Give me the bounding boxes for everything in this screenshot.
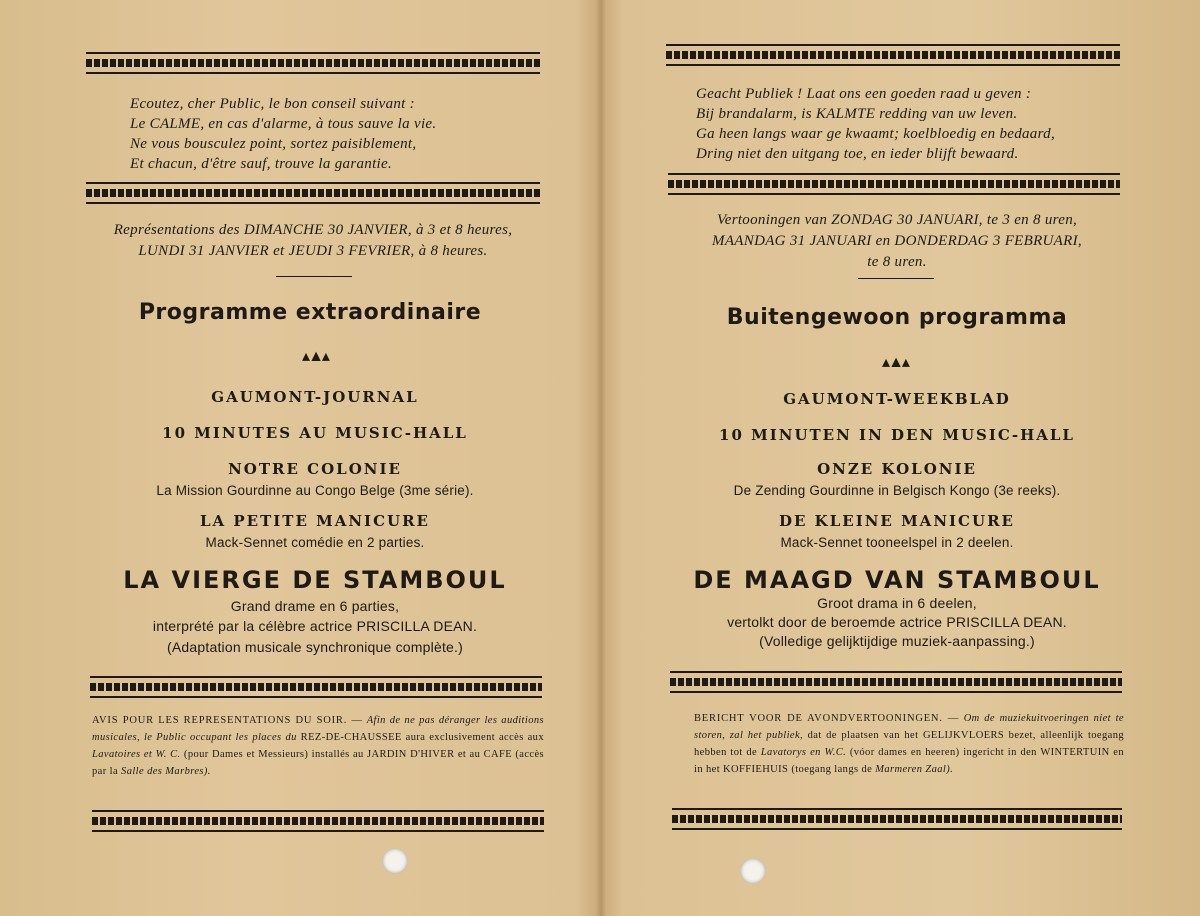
item-title: 10 MINUTES AU MUSIC-HALL [162,424,468,442]
triangle-ornament-icon: ▴▲▴ [882,354,908,371]
bottom-border-band [672,808,1122,830]
feature-film-title: LA VIERGE DE STAMBOUL [123,566,507,594]
item-subtitle: Mack-Sennet tooneelspel in 2 deelen. [780,535,1014,550]
poem-line: Ga heen langs waar ge kwaamt; koelbloedig en bedaard, [696,126,1056,142]
notice-italic: Lavatorys en W.C. [760,747,847,758]
poem-border-band [86,182,540,204]
safety-poem [696,84,1055,164]
short-rule [276,276,352,277]
punch-hole [382,848,408,874]
bottom-border-band [92,810,544,832]
item-title: 10 MINUTEN IN DEN MUSIC-HALL [719,426,1075,444]
item-title: ONZE KOLONIE [817,460,977,478]
dates-line: MAANDAG 31 JANUARI en DONDERDAG 3 FEBRUARI, [712,233,1082,249]
feature-film-title: DE MAAGD VAN STAMBOUL [693,566,1101,594]
notice-body: (vóor dames en heeren) ingericht in den WINTERTUIN en in het KOFFIEHUIS (toegang langs de [694,747,1125,775]
evening-notice [694,710,1124,778]
feature-line: (Adaptation musicale synchronique complète.) [167,639,463,655]
feature-line: Grand drame en 6 parties, [230,598,400,614]
notice-italic: Salle des Marbres). [121,766,211,777]
dates-line: Représentations des DIMANCHE 30 JANVIER, à 3 et 8 heures, [113,222,513,238]
dates-line: Vertooningen van ZONDAG 30 JANUARI, te 3 en 8 uren, [716,212,1078,228]
program-heading: Programme extraordinaire [138,300,482,325]
item-title: DE KLEINE MANICURE [779,512,1015,530]
feature-line: (Volledige gelijktijdige muziek-aanpassing.) [759,633,1035,649]
poem-line: Le CALME, en cas d'alarme, à tous sauve la vie. [130,116,437,132]
right-page-dutch [602,0,1200,916]
dates-line: LUNDI 31 JANVIER et JEUDI 3 FEVRIER, à 8 heures. [138,243,488,259]
item-title: GAUMONT-WEEKBLAD [783,390,1011,408]
notice-italic: Om de muziekuitvoeringen niet te storen, zal het publiek, [694,713,1124,741]
evening-notice [92,712,544,780]
poem-line: Et chacun, d'être sauf, trouve la garantie. [130,156,393,172]
poem-line: Geacht Publiek ! Laat ons een goeden raad u geven : [696,86,1032,102]
poem-line: Ne vous bousculez point, sortez paisiblement, [130,136,417,152]
feature-line: vertolkt door de beroemde actrice PRISCILLA DEAN. [727,614,1067,630]
dates-line: te 8 uren. [867,254,927,270]
poem-line: Dring niet den uitgang toe, en ieder blijft bewaard. [696,146,1019,162]
poem-line: Bij brandalarm, is KALMTE redding van uw leven. [696,106,1018,122]
item-title: GAUMONT-JOURNAL [211,388,419,406]
item-title: NOTRE COLONIE [228,460,402,478]
notice-body: REZ-DE-CHAUSSEE aura exclusivement accès aux [300,732,544,743]
punch-hole [740,858,766,884]
left-page-french [0,0,598,916]
item-subtitle: De Zending Gourdinne in Belgisch Kongo (3e reeks). [733,483,1061,498]
item-subtitle: Mack-Sennet comédie en 2 parties. [205,535,425,550]
feature-line: interprété par la célèbre actrice PRISCILLA DEAN. [152,618,478,634]
notice-top-band [90,676,542,698]
short-rule [858,278,934,279]
poem-line: Ecoutez, cher Public, le bon conseil suivant : [130,96,415,112]
notice-italic: Afin de ne pas déranger les auditions musicales, le Public occupant les places du [92,715,544,743]
notice-lead: AVIS POUR LES REPRESENTATIONS DU SOIR. — [92,715,363,726]
notice-lead: BERICHT VOOR DE AVONDVERTOONINGEN. — [694,713,960,724]
top-border-band [666,44,1120,66]
safety-poem [130,94,436,174]
notice-italic: Lavatoires et W. C. [92,749,181,760]
performance-dates [70,220,556,262]
notice-body: (pour Dames et Messieurs) installés au JARDIN D'HIVER et au CAFE (accès par la [92,749,544,777]
performance-dates [654,210,1140,273]
notice-top-band [670,671,1122,693]
item-title: LA PETITE MANICURE [199,512,430,530]
poem-border-band [668,173,1120,195]
top-border-band [86,52,540,74]
notice-body: dat de plaatsen van het GELIJKVLOERS bezet, alleenlijk toegang hebben tot de [694,730,1125,758]
triangle-ornament-icon: ▴▲▴ [302,348,328,365]
item-subtitle: La Mission Gourdinne au Congo Belge (3me série). [156,483,474,498]
notice-italic: Marmeren Zaal). [875,764,954,775]
feature-line: Groot drama in 6 deelen, [817,595,977,611]
program-heading: Buitengewoon programma [726,305,1068,330]
